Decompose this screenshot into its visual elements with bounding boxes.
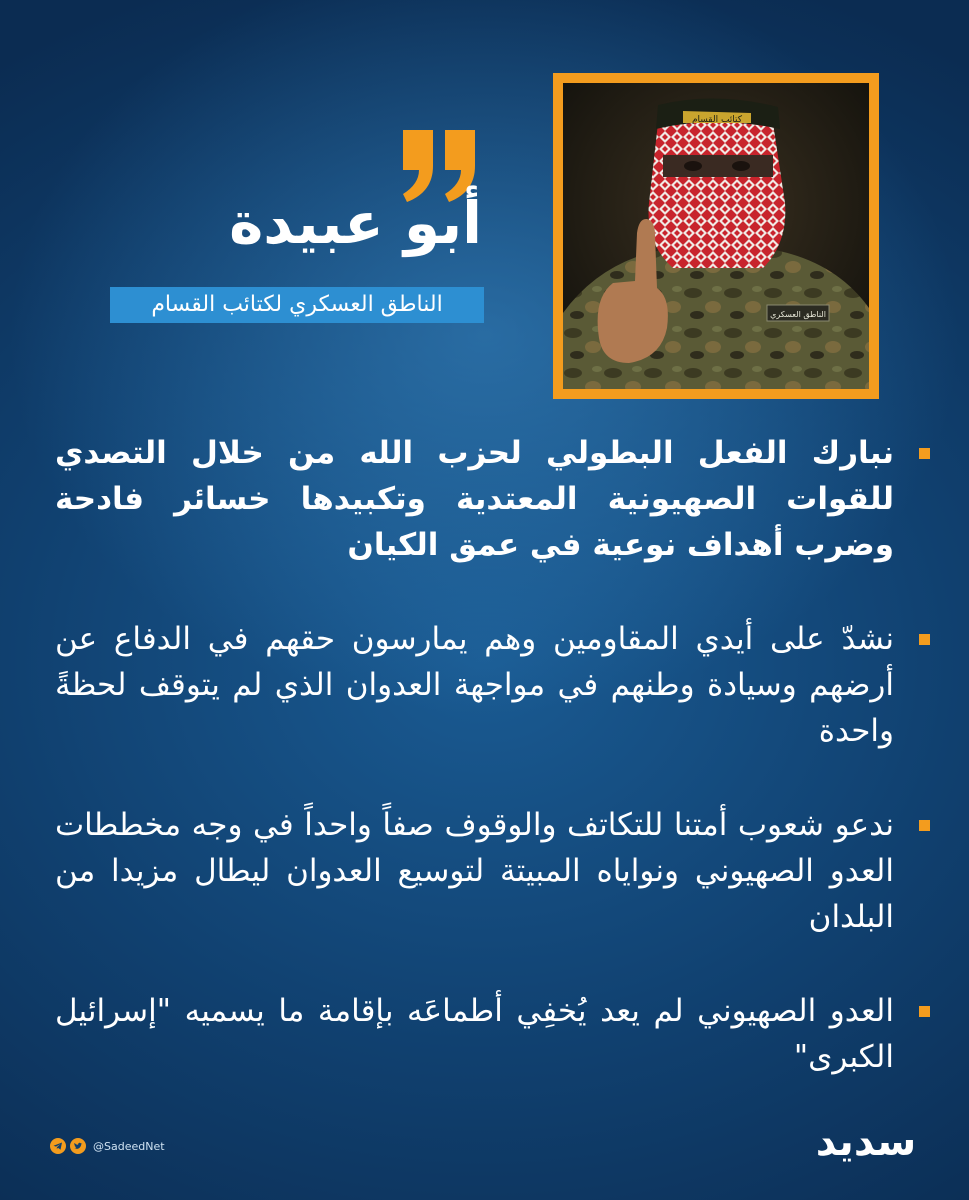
statement-point: [55, 802, 930, 940]
bullet-icon: [919, 634, 930, 645]
statement-point: [55, 616, 930, 754]
portrait-frame: [553, 73, 879, 399]
statement-text: نشدّ على أيدي المقاومين وهم يمارسون حقهم في الدفاع عن أرضهم وسيادة وطنهم في مواجهة العدوان الذي لم يتوقف لحظةً واحدة: [55, 621, 894, 749]
telegram-icon[interactable]: [50, 1138, 66, 1154]
speaker-title-badge: الناطق العسكري لكتائب القسام: [110, 287, 484, 323]
statement-point: [55, 430, 930, 568]
bullet-icon: [919, 820, 930, 831]
bullet-icon: [919, 1006, 930, 1017]
headband-text: كتائب القسام: [691, 115, 743, 125]
portrait-image: [563, 83, 869, 389]
statement-point: [55, 988, 930, 1080]
speaker-name: أبو عبيدة: [229, 189, 482, 257]
statement-text: ندعو شعوب أمتنا للتكاتف والوقوف صفاً واحداً في وجه مخططات العدو الصهيوني ونواياه المبيتة لتوسيع العدوان ليطال مزيدا من البلدان: [55, 807, 894, 935]
statement-text: نبارك الفعل البطولي لحزب الله من خلال التصدي للقوات الصهيونية المعتدية وتكبيدها خسائر فادحة وضرب أهداف نوعية في عمق الكيان: [55, 435, 894, 563]
social-links: [50, 1136, 165, 1156]
statement-text: العدو الصهيوني لم يعد يُخفِي أطماعَه بإقامة ما يسميه "إسرائيل الكبرى": [55, 993, 894, 1075]
chest-badge-text: الناطق العسكري: [770, 310, 826, 319]
sadeed-logo: سديد: [815, 1119, 917, 1165]
bullet-icon: [919, 448, 930, 459]
social-handle[interactable]: @SadeedNet: [93, 1139, 165, 1153]
twitter-icon[interactable]: [70, 1138, 86, 1154]
